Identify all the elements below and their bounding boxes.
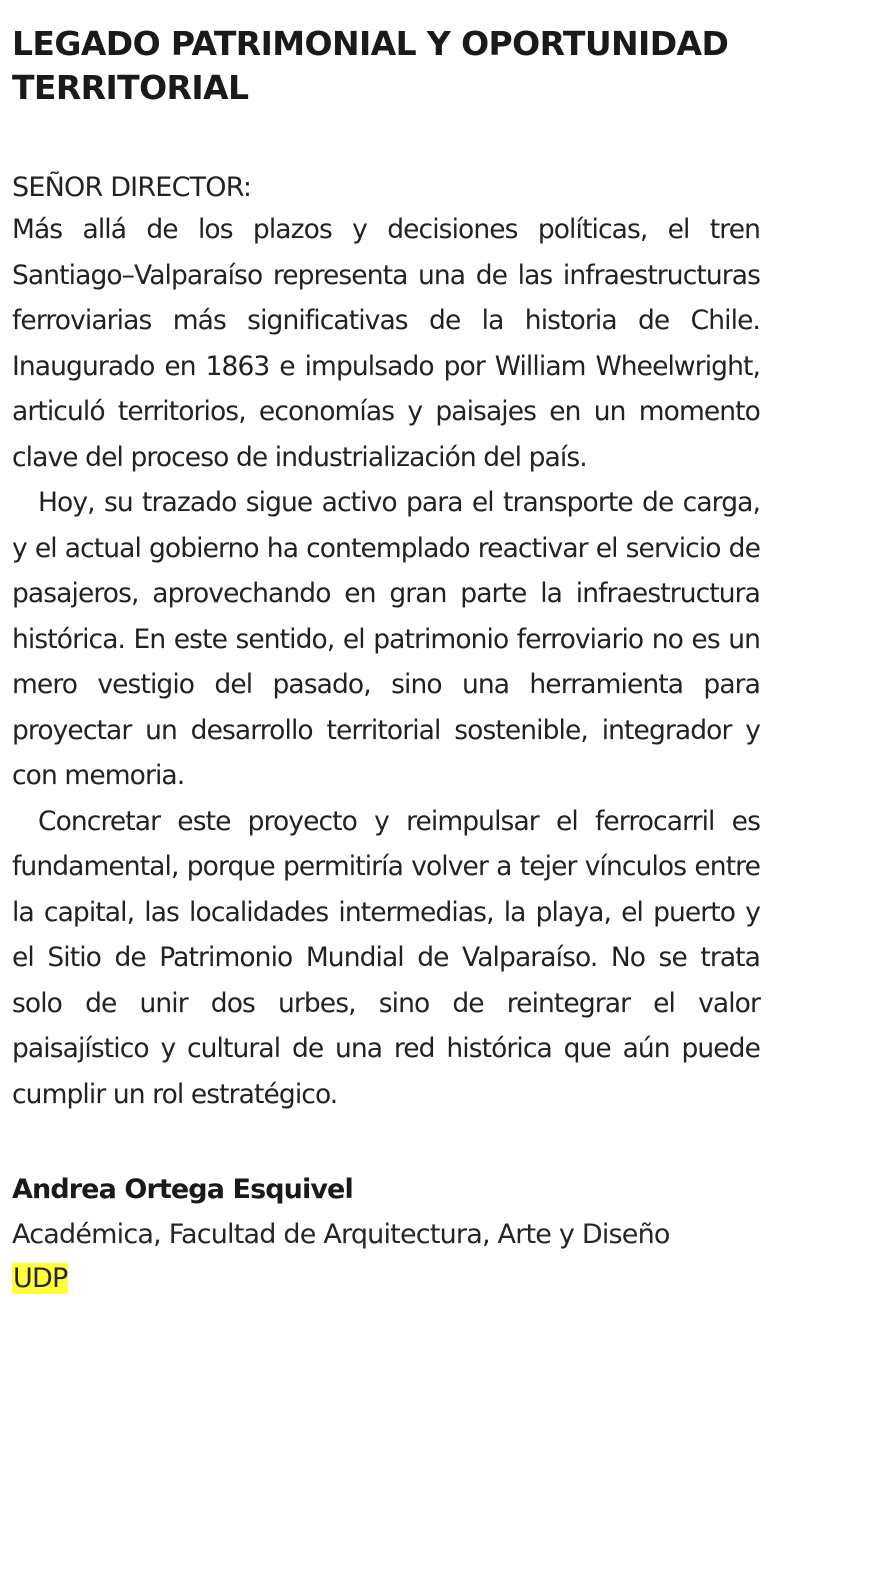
letter-headline: LEGADO PATRIMONIAL Y OPORTUNIDAD TERRITORIAL xyxy=(12,24,729,107)
author-affiliation xyxy=(12,1213,712,1301)
salutation: SEÑOR DIRECTOR: xyxy=(12,172,252,203)
author-name: Andrea Ortega Esquivel xyxy=(12,1174,353,1205)
body-paragraph-2: Hoy, su trazado sigue activo para el transporte de carga, y el actual gobierno ha contemplado reactivar el servicio de pasajeros, aprovechando en gran parte la infraestructura histórica. En este sentido, el patrimonio ferroviario no es un mero vestigio del pasado, sino una herramienta para proyectar un desarrollo territorial sostenible, integrador y con memoria. xyxy=(12,487,760,791)
body-paragraph-1: Más allá de los plazos y decisiones políticas, el tren Santiago–Valparaíso representa una de las infraestructuras ferroviarias más significativas de la historia de Chile. Inaugurado en 1863 e impulsado por William Wheelwright, articuló territorios, economías y paisajes en un momento clave del proceso de industrialización del país. xyxy=(12,214,760,473)
affiliation-text: Académica, Facultad de Arquitectura, Arte y Diseño xyxy=(12,1219,670,1250)
body-paragraph-3: Concretar este proyecto y reimpulsar el ferrocarril es fundamental, porque permitiría volver a tejer vínculos entre la capital, las localidades intermedias, la playa, el puerto y el Sitio de Patrimonio Mundial de Valparaíso. No se trata solo de unir dos urbes, sino de reintegrar el valor paisajístico y cultural de una red histórica que aún puede cumplir un rol estratégico. xyxy=(12,805,760,1110)
signature-block xyxy=(12,1167,760,1301)
institution-highlight: UDP xyxy=(13,1263,68,1294)
letter-to-editor xyxy=(12,22,760,1301)
